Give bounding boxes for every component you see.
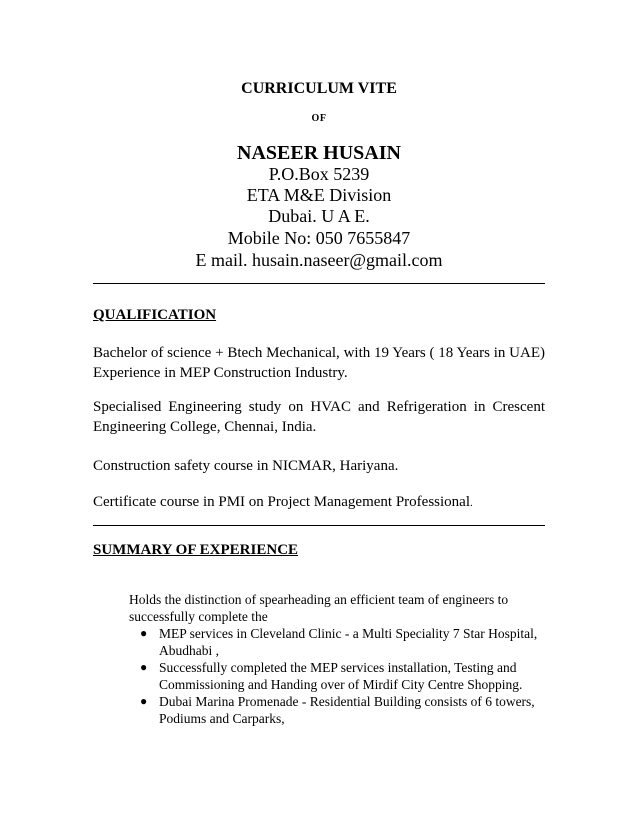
experience-list [129, 625, 547, 727]
header-divider [93, 283, 545, 284]
summary-intro: Holds the distinction of spearheading an efficient team of engineers to successfully complete the [129, 592, 509, 624]
candidate-name: NASEER HUSAIN [237, 142, 401, 164]
contact-mobile: Mobile No: 050 7655847 [227, 228, 411, 248]
list-item [129, 693, 547, 727]
qualification-divider [93, 525, 545, 526]
summary-heading: SUMMARY OF EXPERIENCE [93, 542, 299, 558]
list-item-text: Successfully completed the MEP services installation, Testing and Commissioning and Handing over of Mirdif City Centre Shopping. [159, 660, 523, 692]
bullet-icon: ● [140, 660, 148, 674]
qualification-degree: Bachelor of science + Btech Mechanical, with 19 Years ( 18 Years in UAE) Experience in MEP Construction Industry. [93, 345, 545, 381]
document-title-of: OF [311, 113, 327, 124]
list-item-text: Dubai Marina Promenade - Residential Building consists of 6 towers, Podiums and Carparks, [159, 694, 535, 726]
qualification-pmp-period: . [470, 497, 473, 509]
qualification-pmp-course [93, 492, 545, 513]
qualification-specialisation: Specialised Engineering study on HVAC and Refrigeration in Crescent Engineering College, Chennai, India. [93, 399, 545, 435]
contact-division: ETA M&E Division [246, 185, 392, 205]
contact-city: Dubai. U A E. [268, 206, 370, 226]
qualification-pmp-text: Certificate course in PMI on Project Management Professional [93, 494, 470, 510]
list-item [129, 625, 547, 659]
qualification-safety-course: Construction safety course in NICMAR, Hariyana. [93, 458, 399, 474]
contact-email: E mail. husain.naseer@gmail.com [195, 250, 443, 270]
contact-po-box: P.O.Box 5239 [268, 164, 370, 184]
list-item [129, 659, 547, 693]
list-item-text: MEP services in Cleveland Clinic - a Multi Speciality 7 Star Hospital, Abudhabi , [159, 626, 538, 658]
bullet-icon: ● [140, 694, 148, 708]
bullet-icon: ● [140, 626, 148, 640]
qualification-heading: QUALIFICATION [93, 307, 217, 323]
document-title: CURRICULUM VITE [241, 80, 397, 97]
